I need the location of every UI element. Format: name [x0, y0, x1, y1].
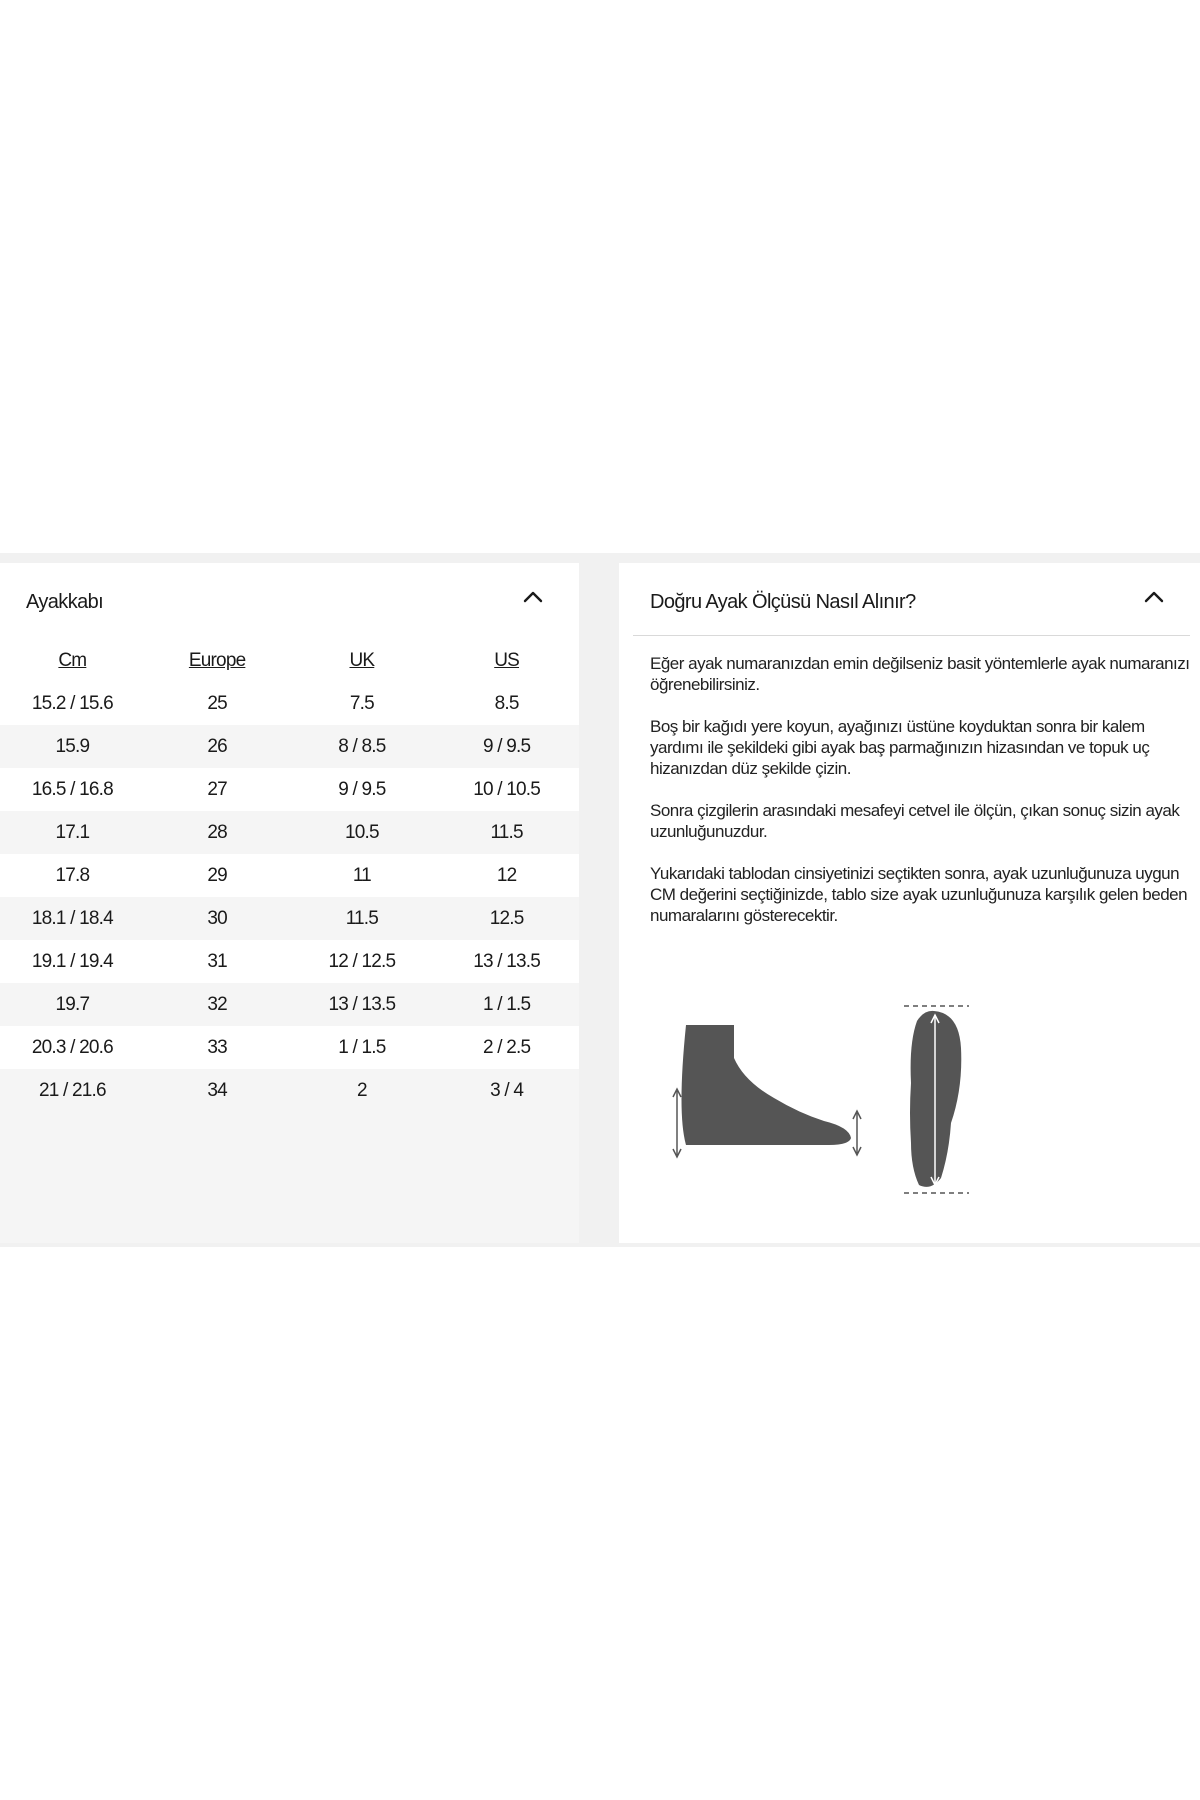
cell-us: 12 — [434, 854, 579, 897]
cell-us: 11.5 — [434, 811, 579, 854]
foot-measure-illustration — [649, 1003, 969, 1203]
cell-cm: 17.1 — [0, 811, 145, 854]
table-row — [0, 854, 579, 897]
cell-uk: 11 — [290, 854, 435, 897]
size-table-header-row — [0, 635, 579, 682]
cell-cm: 15.9 — [0, 725, 145, 768]
measure-guide-header[interactable] — [633, 563, 1190, 636]
cell-uk: 1 / 1.5 — [290, 1026, 435, 1069]
size-chart-title: Ayakkabı — [26, 591, 104, 613]
table-row — [0, 897, 579, 940]
column-header-us[interactable]: US — [434, 635, 579, 682]
cell-us: 8.5 — [434, 682, 579, 725]
cell-us: 1 / 1.5 — [434, 983, 579, 1026]
cell-us: 3 / 4 — [434, 1069, 579, 1112]
size-chart-panel — [0, 563, 579, 1243]
cell-uk: 8 / 8.5 — [290, 725, 435, 768]
cell-uk: 11.5 — [290, 897, 435, 940]
table-row — [0, 768, 579, 811]
cell-cm: 20.3 / 20.6 — [0, 1026, 145, 1069]
column-header-uk[interactable]: UK — [290, 635, 435, 682]
foot-sole-icon — [904, 1006, 969, 1193]
cell-cm: 18.1 / 18.4 — [0, 897, 145, 940]
cell-cm: 17.8 — [0, 854, 145, 897]
chevron-up-icon[interactable] — [1142, 585, 1166, 609]
column-header-europe[interactable]: Europe — [145, 635, 290, 682]
table-row — [0, 940, 579, 983]
cell-europe: 30 — [145, 897, 290, 940]
cell-europe: 34 — [145, 1069, 290, 1112]
cell-europe: 27 — [145, 768, 290, 811]
guide-paragraph: Eğer ayak numaranızdan emin değilseniz basit yöntemlerle ayak numaranızı öğrenebilirsiniz. — [650, 654, 1190, 694]
cell-cm: 21 / 21.6 — [0, 1069, 145, 1112]
table-row — [0, 983, 579, 1026]
guide-paragraph: Boş bir kağıdı yere koyun, ayağınızı üstüne koyduktan sonra bir kalem yardımı ile şekildeki gibi ayak baş parmağınızın hizasından ve topuk uç hizanızdan düz şekilde çizin. — [650, 717, 1150, 778]
cell-uk: 7.5 — [290, 682, 435, 725]
cell-europe: 28 — [145, 811, 290, 854]
measure-guide-title: Doğru Ayak Ölçüsü Nasıl Alınır? — [650, 591, 916, 613]
cell-uk: 12 / 12.5 — [290, 940, 435, 983]
cell-europe: 25 — [145, 682, 290, 725]
cell-uk: 10.5 — [290, 811, 435, 854]
cell-cm: 19.7 — [0, 983, 145, 1026]
table-row — [0, 682, 579, 725]
cell-uk: 9 / 9.5 — [290, 768, 435, 811]
cell-europe: 29 — [145, 854, 290, 897]
cell-uk: 13 / 13.5 — [290, 983, 435, 1026]
cell-europe: 26 — [145, 725, 290, 768]
cell-us: 2 / 2.5 — [434, 1026, 579, 1069]
cell-europe: 31 — [145, 940, 290, 983]
cell-us: 12.5 — [434, 897, 579, 940]
cell-cm: 16.5 / 16.8 — [0, 768, 145, 811]
guide-paragraph: Yukarıdaki tablodan cinsiyetinizi seçtikten sonra, ayak uzunluğunuza uygun CM değerini seçtiğinizde, tablo size ayak uzunluğunuza karşılık gelen beden numaralarını gösterecektir. — [650, 864, 1188, 925]
cell-europe: 32 — [145, 983, 290, 1026]
cell-cm: 19.1 / 19.4 — [0, 940, 145, 983]
table-row — [0, 811, 579, 854]
foot-side-icon — [673, 1025, 861, 1157]
table-row — [0, 1026, 579, 1069]
size-table — [0, 635, 579, 1112]
cell-cm: 15.2 / 15.6 — [0, 682, 145, 725]
table-row — [0, 725, 579, 768]
cell-europe: 33 — [145, 1026, 290, 1069]
cell-uk: 2 — [290, 1069, 435, 1112]
size-chart-header[interactable] — [10, 563, 565, 636]
column-header-cm[interactable]: Cm — [0, 635, 145, 682]
measure-guide-text — [650, 653, 1190, 947]
table-row — [0, 1069, 579, 1112]
chevron-up-icon[interactable] — [521, 585, 545, 609]
cell-us: 13 / 13.5 — [434, 940, 579, 983]
guide-paragraph: Sonra çizgilerin arasındaki mesafeyi cetvel ile ölçün, çıkan sonuç sizin ayak uzunluğunuzdur. — [650, 801, 1180, 841]
measure-guide-panel — [619, 563, 1200, 1243]
cell-us: 9 / 9.5 — [434, 725, 579, 768]
cell-us: 10 / 10.5 — [434, 768, 579, 811]
